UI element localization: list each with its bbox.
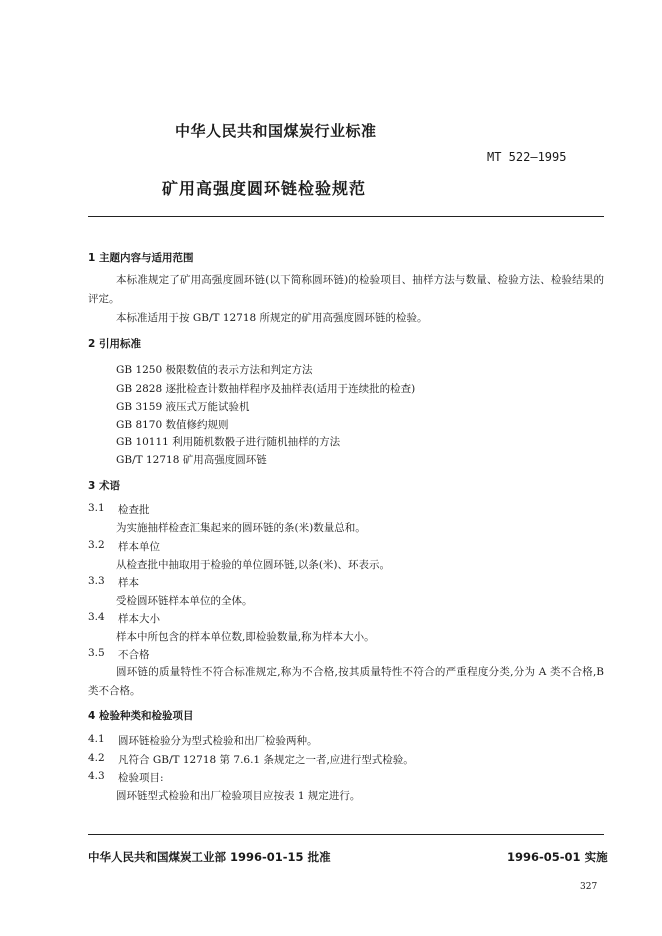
clause-number: 4.1 [88,733,105,745]
section-1-heading: 1 主题内容与适用范围 [88,252,194,264]
standard-number: MT 522—1995 [487,150,567,164]
term-name: 样本大小 [118,613,160,625]
term-number: 3.1 [88,502,105,514]
section-3-heading: 3 术语 [88,480,120,492]
clause-text: 凡符合 GB/T 12718 第 7.6.1 条规定之一者,应进行型式检验。 [118,754,414,766]
section-2-heading: 2 引用标准 [88,338,141,350]
term-number: 3.2 [88,539,105,551]
term-definition: 为实施抽样检查汇集起来的圆环链的条(米)数量总和。 [116,522,366,534]
document-title: 矿用高强度圆环链检验规范 [162,179,367,198]
term-definition: 圆环链的质量特性不符合标准规定,称为不合格,按其质量特性不符合的严重程度分类,分为 A 类不合格,B 类不合格。 [88,666,604,697]
term-name: 样本 [118,577,139,589]
section-1-paragraph-1: 本标准规定了矿用高强度圆环链(以下简称圆环链)的检验项目、抽样方法与数量、检验方法、检验结果的评定。 [88,274,604,305]
reference-item: GB 3159 液压式万能试验机 [116,401,250,413]
term-number: 3.4 [88,611,105,623]
reference-item: GB 1250 极限数值的表示方法和判定方法 [116,364,313,376]
header-divider [88,216,604,217]
section-1-paragraph-2: 本标准适用于按 GB/T 12718 所规定的矿用高强度圆环链的检验。 [116,312,428,324]
clause-number: 4.3 [88,770,105,782]
term-definition: 从检查批中抽取用于检验的单位圆环链,以条(米)、环表示。 [116,559,391,571]
reference-item: GB 8170 数值修约规则 [116,419,229,431]
standard-category-title: 中华人民共和国煤炭行业标准 [175,122,377,140]
term-number: 3.5 [88,647,105,659]
clause-text: 检验项目: [118,772,164,784]
reference-item: GB/T 12718 矿用高强度圆环链 [116,454,267,466]
reference-item: GB 10111 利用随机数骰子进行随机抽样的方法 [116,436,341,448]
term-name: 检查批 [118,504,150,516]
section-4-paragraph: 圆环链型式检验和出厂检验项目应按表 1 规定进行。 [116,790,361,802]
implementation-date: 1996-05-01 实施 [507,850,608,864]
reference-item: GB 2828 逐批检查计数抽样程序及抽样表(适用于连续批的检查) [116,383,416,395]
footer-divider [88,834,604,835]
section-4-heading: 4 检验种类和检验项目 [88,710,194,722]
clause-text: 圆环链检验分为型式检验和出厂检验两种。 [118,735,318,747]
approval-line: 中华人民共和国煤炭工业部 1996-01-15 批准 [88,850,331,864]
term-name: 样本单位 [118,541,160,553]
term-definition: 受检圆环链样本单位的全体。 [116,595,253,607]
term-definition: 样本中所包含的样本单位数,即检验数量,称为样本大小。 [116,631,375,643]
term-name: 不合格 [118,649,150,661]
term-number: 3.3 [88,575,105,587]
clause-number: 4.2 [88,752,105,764]
page-number: 327 [580,882,598,892]
